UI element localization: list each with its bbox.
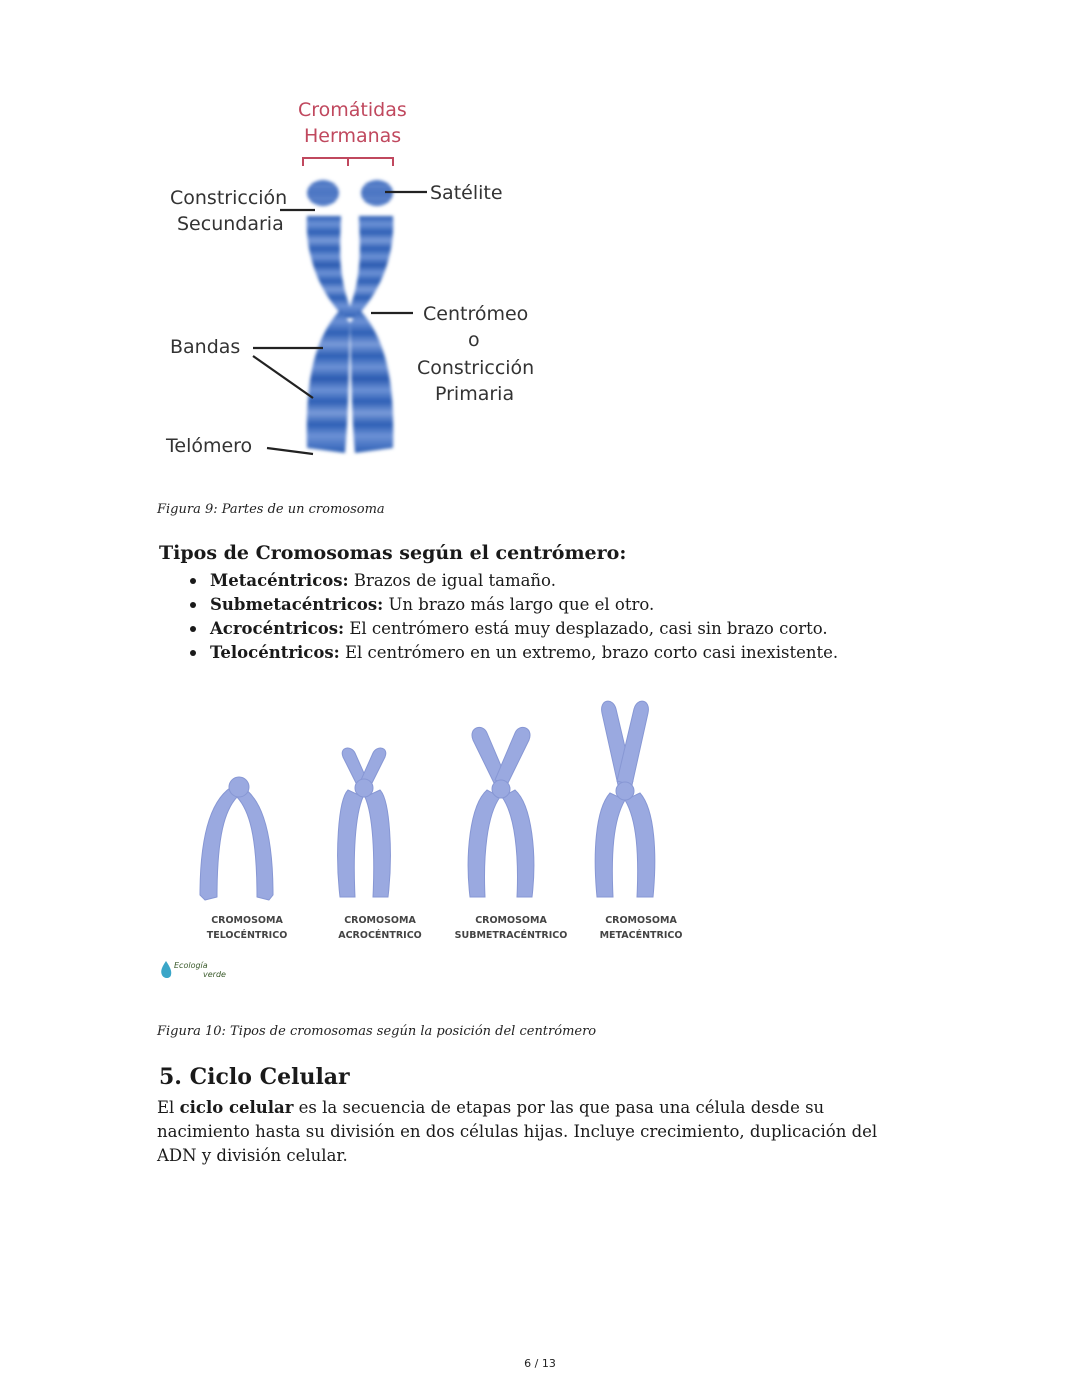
svg-text:Ecología: Ecología	[174, 961, 208, 970]
label-satelite: Satélite	[430, 182, 503, 204]
type-label-2b: ACROCÉNTRICO	[338, 930, 422, 941]
label-constriccion-primaria: Constricción	[417, 357, 535, 379]
list-item: Submetacéntricos: Un brazo más largo que el otro.	[157, 593, 838, 617]
type-label-1b: TELOCÉNTRICO	[206, 930, 288, 941]
type-label-1a: CROMOSOMA	[211, 915, 283, 926]
list-item: Acrocéntricos: El centrómero está muy desplazado, casi sin brazo corto.	[157, 617, 838, 641]
drop-icon	[161, 961, 171, 978]
type-label-3b: SUBMETRACÉNTRICO	[454, 930, 568, 941]
ciclo-celular-paragraph: El ciclo celular es la secuencia de etapas por las que pasa una célula desde su nacimiento hasta su división en dos células hijas. Incluye crecimiento, duplicación del ADN y división celular.	[157, 1098, 878, 1165]
page-indicator: 6 / 13	[524, 1357, 556, 1370]
figure9-caption: Figura 9: Partes de un cromosoma	[157, 502, 385, 517]
type-label-2a: CROMOSOMA	[344, 915, 416, 926]
section-heading-ciclo-celular: 5. Ciclo Celular	[159, 1064, 350, 1090]
figure10-caption: Figura 10: Tipos de cromosomas según la posición del centrómero	[157, 1024, 597, 1039]
chromosome-types-diagram	[155, 685, 705, 985]
svg-text:verde: verde	[203, 970, 226, 979]
types-heading: Tipos de Cromosomas según el centrómero:	[159, 542, 627, 564]
label-bandas: Bandas	[170, 336, 241, 358]
label-telomero: Telómero	[166, 435, 253, 457]
figure-chromosome-types	[155, 685, 705, 985]
label-constriccion: Constricción	[170, 187, 288, 209]
label-o: o	[468, 329, 480, 351]
list-item: Telocéntricos: El centrómero en un extremo, brazo corto casi inexistente.	[157, 641, 838, 665]
figure-chromosome-parts	[155, 88, 550, 468]
label-cromatidas: Cromátidas	[298, 99, 407, 121]
label-primaria: Primaria	[435, 383, 515, 405]
ecologia-verde-logo	[161, 961, 226, 979]
label-centromeo: Centrómeo	[423, 303, 529, 325]
list-item: Metacéntricos: Brazos de igual tamaño.	[157, 569, 838, 593]
label-hermanas: Hermanas	[304, 125, 402, 147]
type-label-3a: CROMOSOMA	[475, 915, 547, 926]
type-label-4a: CROMOSOMA	[605, 915, 677, 926]
chromosome-types-list	[157, 569, 838, 665]
type-label-4b: METACÉNTRICO	[599, 930, 683, 941]
chromosome-diagram	[155, 88, 550, 468]
label-secundaria: Secundaria	[177, 213, 284, 235]
